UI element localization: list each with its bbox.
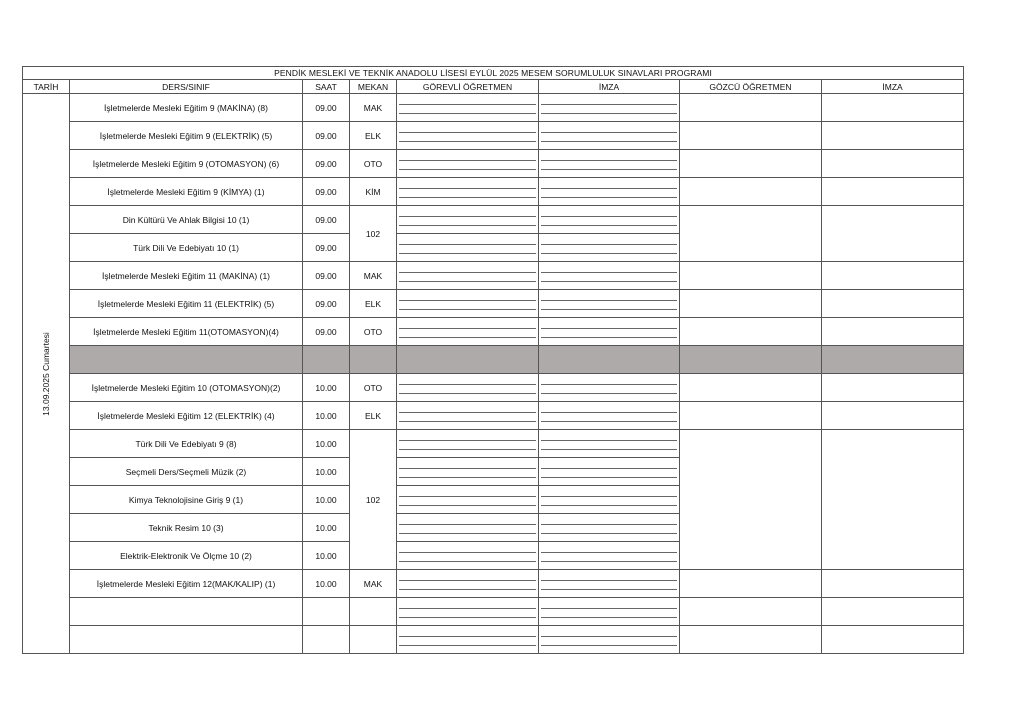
teacher-cell[interactable] — [397, 626, 539, 654]
signature-line — [541, 524, 677, 525]
place-cell: MAK — [350, 262, 397, 290]
signature-line — [541, 104, 677, 105]
signature-line — [541, 440, 677, 441]
signature-line — [399, 197, 536, 198]
signature-line — [541, 505, 677, 506]
teacher-cell[interactable] — [397, 374, 539, 402]
header-course: DERS/SINIF — [70, 80, 303, 94]
course-cell: Seçmeli Ders/Seçmeli Müzik (2) — [70, 458, 303, 486]
signature-line — [399, 580, 536, 581]
signature-line — [541, 197, 677, 198]
time-cell: 10.00 — [303, 374, 350, 402]
exam-schedule-sheet — [22, 66, 963, 654]
signature-line — [399, 160, 536, 161]
signature-cell[interactable] — [539, 94, 680, 122]
course-cell: İşletmelerde Mesleki Eğitim 12 (ELEKTRİK) (4) — [70, 402, 303, 430]
signature-line — [399, 617, 536, 618]
table-row — [23, 150, 964, 178]
teacher-cell[interactable] — [397, 178, 539, 206]
signature-line — [399, 440, 536, 441]
signature-cell[interactable] — [539, 486, 680, 514]
time-cell: 09.00 — [303, 234, 350, 262]
proctor-signature-cell[interactable] — [822, 430, 964, 570]
place-cell: MAK — [350, 94, 397, 122]
teacher-cell[interactable] — [397, 318, 539, 346]
signature-line — [399, 393, 536, 394]
teacher-cell[interactable] — [397, 150, 539, 178]
time-cell: 09.00 — [303, 178, 350, 206]
teacher-cell[interactable] — [397, 262, 539, 290]
proctor-signature-cell[interactable] — [822, 402, 964, 430]
signature-cell[interactable] — [539, 374, 680, 402]
signature-line — [541, 552, 677, 553]
proctor-cell — [680, 346, 822, 374]
time-cell: 09.00 — [303, 206, 350, 234]
date-label: 13.09.2025 Cumartesi — [41, 331, 51, 416]
course-cell: Türk Dili Ve Edebiyatı 10 (1) — [70, 234, 303, 262]
signature-line — [541, 421, 677, 422]
signature-line — [541, 300, 677, 301]
signature-line — [399, 216, 536, 217]
signature-line — [541, 328, 677, 329]
signature-cell[interactable] — [539, 570, 680, 598]
signature-line — [541, 384, 677, 385]
signature-cell[interactable] — [539, 150, 680, 178]
course-cell: İşletmelerde Mesleki Eğitim 10 (OTOMASYON)(2) — [70, 374, 303, 402]
signature-line — [541, 244, 677, 245]
proctor-signature-cell[interactable] — [822, 598, 964, 626]
signature-line — [541, 393, 677, 394]
signature-line — [399, 449, 536, 450]
teacher-cell[interactable] — [397, 290, 539, 318]
signature-line — [399, 533, 536, 534]
place-cell: MAK — [350, 570, 397, 598]
signature-line — [541, 113, 677, 114]
header-time: SAAT — [303, 80, 350, 94]
signature-line — [399, 141, 536, 142]
signature-line — [399, 244, 536, 245]
teacher-cell[interactable] — [397, 486, 539, 514]
proctor-cell[interactable] — [680, 318, 822, 346]
signature-line — [399, 169, 536, 170]
place-cell — [350, 626, 397, 654]
time-cell: 09.00 — [303, 290, 350, 318]
time-cell: 09.00 — [303, 262, 350, 290]
signature-line — [399, 113, 536, 114]
signature-line — [541, 645, 677, 646]
proctor-signature-cell[interactable] — [822, 626, 964, 654]
table-row — [23, 262, 964, 290]
course-cell: İşletmelerde Mesleki Eğitim 11 (MAKİNA) (1) — [70, 262, 303, 290]
course-cell: İşletmelerde Mesleki Eğitim 9 (MAKİNA) (8) — [70, 94, 303, 122]
teacher-cell[interactable] — [397, 402, 539, 430]
signature-cell[interactable] — [539, 206, 680, 234]
signature-line — [399, 505, 536, 506]
proctor-cell[interactable] — [680, 94, 822, 122]
signature-line — [541, 561, 677, 562]
signature-line — [399, 300, 536, 301]
course-cell: İşletmelerde Mesleki Eğitim 9 (KİMYA) (1) — [70, 178, 303, 206]
teacher-cell[interactable] — [397, 542, 539, 570]
signature-line — [541, 608, 677, 609]
table-row — [23, 570, 964, 598]
signature-line — [399, 561, 536, 562]
signature-line — [399, 132, 536, 133]
course-cell: Din Kültürü Ve Ahlak Bilgisi 10 (1) — [70, 206, 303, 234]
signature-line — [399, 412, 536, 413]
table-row — [23, 290, 964, 318]
proctor-signature-cell[interactable] — [822, 150, 964, 178]
signature-line — [541, 188, 677, 189]
course-cell: İşletmelerde Mesleki Eğitim 9 (ELEKTRİK) (5) — [70, 122, 303, 150]
course-cell: Teknik Resim 10 (3) — [70, 514, 303, 542]
signature-line — [399, 384, 536, 385]
place-cell: OTO — [350, 374, 397, 402]
time-cell: 10.00 — [303, 458, 350, 486]
header-signature-teacher: İMZA — [539, 80, 680, 94]
signature-line — [399, 281, 536, 282]
proctor-cell[interactable] — [680, 206, 822, 262]
course-cell — [70, 626, 303, 654]
place-cell: OTO — [350, 150, 397, 178]
header-teacher: GÖREVLİ ÖĞRETMEN — [397, 80, 539, 94]
proctor-signature-cell[interactable] — [822, 122, 964, 150]
signature-line — [541, 160, 677, 161]
signature-line — [399, 225, 536, 226]
signature-line — [541, 580, 677, 581]
teacher-cell[interactable] — [397, 570, 539, 598]
signature-line — [399, 253, 536, 254]
proctor-signature-cell[interactable] — [822, 290, 964, 318]
teacher-cell[interactable] — [397, 514, 539, 542]
course-cell — [70, 598, 303, 626]
teacher-cell[interactable] — [397, 94, 539, 122]
signature-cell[interactable] — [539, 626, 680, 654]
signature-line — [541, 468, 677, 469]
teacher-cell[interactable] — [397, 122, 539, 150]
signature-cell[interactable] — [539, 290, 680, 318]
signature-line — [399, 188, 536, 189]
proctor-cell[interactable] — [680, 150, 822, 178]
header-place: MEKAN — [350, 80, 397, 94]
signature-line — [399, 328, 536, 329]
signature-line — [399, 608, 536, 609]
signature-line — [541, 281, 677, 282]
course-cell: Kimya Teknolojisine Giriş 9 (1) — [70, 486, 303, 514]
place-cell: ELK — [350, 122, 397, 150]
signature-line — [541, 477, 677, 478]
table-row — [23, 122, 964, 150]
signature-line — [541, 636, 677, 637]
signature-line — [541, 337, 677, 338]
course-cell: Türk Dili Ve Edebiyatı 9 (8) — [70, 430, 303, 458]
proctor-signature-cell[interactable] — [822, 206, 964, 262]
proctor-cell[interactable] — [680, 122, 822, 150]
proctor-signature-cell[interactable] — [822, 318, 964, 346]
signature-cell[interactable] — [539, 262, 680, 290]
course-cell — [70, 346, 303, 374]
signature-line — [399, 309, 536, 310]
table-row — [23, 430, 964, 458]
signature-line — [541, 272, 677, 273]
table-title: PENDİK MESLEKİ VE TEKNİK ANADOLU LİSESİ EYLÜL 2025 MESEM SORUMLULUK SINAVLARI PROGRAMI — [23, 67, 964, 80]
table-row — [23, 374, 964, 402]
place-cell: ELK — [350, 402, 397, 430]
table-row — [23, 206, 964, 234]
proctor-cell[interactable] — [680, 626, 822, 654]
signature-line — [399, 104, 536, 105]
time-cell: 10.00 — [303, 486, 350, 514]
signature-line — [541, 412, 677, 413]
place-cell: ELK — [350, 290, 397, 318]
time-cell: 09.00 — [303, 122, 350, 150]
place-cell: 102 — [350, 206, 397, 262]
proctor-cell[interactable] — [680, 262, 822, 290]
header-date: TARİH — [23, 80, 70, 94]
signature-line — [399, 645, 536, 646]
signature-line — [399, 272, 536, 273]
signature-line — [399, 337, 536, 338]
place-cell: 102 — [350, 430, 397, 570]
course-cell: İşletmelerde Mesleki Eğitim 12(MAK/KALIP) (1) — [70, 570, 303, 598]
signature-line — [541, 169, 677, 170]
signature-line — [541, 141, 677, 142]
proctor-signature-cell[interactable] — [822, 374, 964, 402]
signature-line — [541, 309, 677, 310]
signature-cell[interactable] — [539, 598, 680, 626]
separator-row — [23, 346, 964, 374]
signature-cell[interactable] — [539, 458, 680, 486]
signature-line — [399, 589, 536, 590]
signature-line — [399, 524, 536, 525]
proctor-signature-cell[interactable] — [822, 178, 964, 206]
signature-line — [399, 552, 536, 553]
signature-line — [541, 533, 677, 534]
time-cell: 10.00 — [303, 514, 350, 542]
time-cell: 09.00 — [303, 94, 350, 122]
teacher-cell[interactable] — [397, 206, 539, 234]
time-cell: 10.00 — [303, 570, 350, 598]
teacher-cell[interactable] — [397, 430, 539, 458]
header-signature-proctor: İMZA — [822, 80, 964, 94]
proctor-cell[interactable] — [680, 374, 822, 402]
signature-line — [399, 496, 536, 497]
signature-line — [541, 617, 677, 618]
signature-line — [541, 589, 677, 590]
signature-line — [541, 132, 677, 133]
time-cell: 10.00 — [303, 542, 350, 570]
teacher-cell — [397, 346, 539, 374]
signature-cell[interactable] — [539, 178, 680, 206]
table-row — [23, 598, 964, 626]
proctor-signature-cell — [822, 346, 964, 374]
signature-cell[interactable] — [539, 122, 680, 150]
proctor-cell[interactable] — [680, 402, 822, 430]
time-cell — [303, 346, 350, 374]
signature-line — [399, 421, 536, 422]
table-row — [23, 318, 964, 346]
time-cell — [303, 598, 350, 626]
table-row — [23, 94, 964, 122]
signature-cell[interactable] — [539, 234, 680, 262]
time-cell: 10.00 — [303, 402, 350, 430]
proctor-signature-cell[interactable] — [822, 94, 964, 122]
course-cell: İşletmelerde Mesleki Eğitim 9 (OTOMASYON) (6) — [70, 150, 303, 178]
time-cell — [303, 626, 350, 654]
signature-line — [541, 449, 677, 450]
teacher-cell[interactable] — [397, 458, 539, 486]
signature-line — [399, 468, 536, 469]
proctor-signature-cell[interactable] — [822, 262, 964, 290]
time-cell: 09.00 — [303, 318, 350, 346]
course-cell: Elektrik-Elektronik Ve Ölçme 10 (2) — [70, 542, 303, 570]
course-cell: İşletmelerde Mesleki Eğitim 11 (ELEKTRİK) (5) — [70, 290, 303, 318]
table-row — [23, 626, 964, 654]
place-cell: OTO — [350, 318, 397, 346]
header-proctor: GÖZCÜ ÖĞRETMEN — [680, 80, 822, 94]
signature-cell[interactable] — [539, 430, 680, 458]
signature-line — [541, 253, 677, 254]
proctor-cell[interactable] — [680, 290, 822, 318]
teacher-cell[interactable] — [397, 234, 539, 262]
exam-schedule-table — [22, 66, 964, 654]
proctor-cell[interactable] — [680, 430, 822, 570]
signature-cell — [539, 346, 680, 374]
signature-cell[interactable] — [539, 402, 680, 430]
date-cell — [23, 94, 70, 654]
signature-line — [541, 225, 677, 226]
signature-cell[interactable] — [539, 514, 680, 542]
signature-line — [541, 496, 677, 497]
place-cell: KİM — [350, 178, 397, 206]
proctor-cell[interactable] — [680, 598, 822, 626]
signature-cell[interactable] — [539, 318, 680, 346]
table-row — [23, 402, 964, 430]
signature-line — [399, 477, 536, 478]
time-cell: 10.00 — [303, 430, 350, 458]
teacher-cell[interactable] — [397, 598, 539, 626]
signature-line — [541, 216, 677, 217]
proctor-cell[interactable] — [680, 178, 822, 206]
proctor-signature-cell[interactable] — [822, 570, 964, 598]
signature-cell[interactable] — [539, 542, 680, 570]
proctor-cell[interactable] — [680, 570, 822, 598]
signature-line — [399, 636, 536, 637]
table-row — [23, 178, 964, 206]
time-cell: 09.00 — [303, 150, 350, 178]
course-cell: İşletmelerde Mesleki Eğitim 11(OTOMASYON)(4) — [70, 318, 303, 346]
place-cell — [350, 598, 397, 626]
place-cell — [350, 346, 397, 374]
